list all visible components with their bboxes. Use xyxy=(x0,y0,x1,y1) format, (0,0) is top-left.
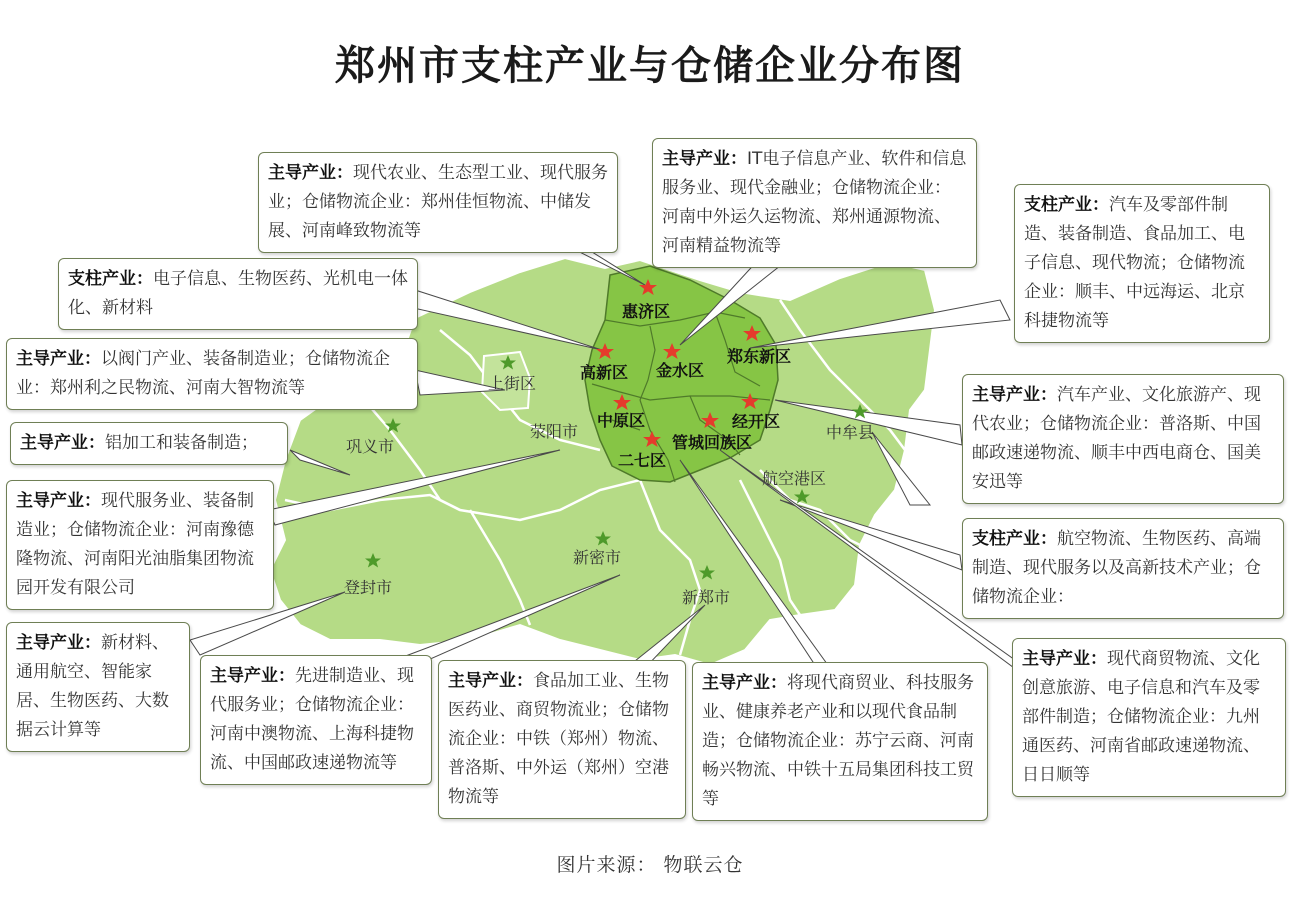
district-label: 巩义市 xyxy=(346,437,395,456)
callout-hangkong: 支柱产业：航空物流、生物医药、高端制造、现代服务以及高新技术产业；仓储物流企业： xyxy=(962,518,1284,619)
page-title: 郑州市支柱产业与仓储企业分布图 xyxy=(335,43,965,89)
callout-xingyang: 主导产业：现代服务业、装备制造业；仓储物流企业：河南豫德隆物流、河南阳光油脂集团物流园开发有限公司 xyxy=(6,480,274,610)
district-label: 经开区 xyxy=(732,412,781,431)
callout-dengfeng: 主导产业：新材料、通用航空、智能家居、生物医药、大数据云计算等 xyxy=(6,622,190,752)
callout-huiji: 主导产业：现代农业、生态型工业、现代服务业；仓储物流企业：郑州佳恒物流、中储发展、河南峰致物流等 xyxy=(258,152,618,253)
district-label: 新郑市 xyxy=(682,588,731,607)
callout-xinmi: 主导产业：食品加工业、生物医药业、商贸物流业；仓储物流企业：中铁（郑州）物流、普洛斯、中外运（郑州）空港物流等 xyxy=(438,660,686,819)
callout-jinshui: 主导产业：IT电子信息产业、软件和信息服务业、现代金融业；仓储物流企业：河南中外运久运物流、郑州通源物流、河南精益物流等 xyxy=(652,138,977,268)
callout-guancheng: 主导产业：现代商贸物流、文化创意旅游、电子信息和汽车及零部件制造；仓储物流企业：九州通医药、河南省邮政速递物流、日日顺等 xyxy=(1012,638,1286,797)
district-label: 高新区 xyxy=(580,363,629,382)
district-label: 中牟县 xyxy=(826,423,875,442)
image-source: 图片来源： 物联云仓 xyxy=(556,854,744,876)
district-label: 上街区 xyxy=(488,374,537,393)
district-label: 荥阳市 xyxy=(530,422,579,441)
callout-zhengdong: 支柱产业：汽车及零部件制造、装备制造、食品加工、电子信息、现代物流；仓储物流企业：顺丰、中远海运、北京科捷物流等 xyxy=(1014,184,1270,343)
callout-jingkai: 主导产业：汽车产业、文化旅游产、现代农业；仓储物流企业：普洛斯、中国邮政速递物流、顺丰中西电商仓、国美安迅等 xyxy=(962,374,1284,504)
district-label: 郑东新区 xyxy=(727,347,792,366)
district-label: 二七区 xyxy=(618,451,667,470)
callout-gongyi: 主导产业：铝加工和装备制造； xyxy=(10,422,288,465)
callout-shangjie: 主导产业：以阀门产业、装备制造业；仓储物流企业：郑州利之民物流、河南大智物流等 xyxy=(6,338,418,410)
callout-xinzheng: 主导产业：将现代商贸业、科技服务业、健康养老产业和以现代食品制造；仓储物流企业：苏宁云商、河南畅兴物流、中铁十五局集团科技工贸等 xyxy=(692,662,988,821)
district-label: 管城回族区 xyxy=(672,433,753,452)
district-label: 新密市 xyxy=(573,548,622,567)
district-label: 登封市 xyxy=(344,578,393,597)
callout-zhongyuan: 主导产业：先进制造业、现代服务业；仓储物流企业：河南中澳物流、上海科捷物流、中国邮政速递物流等 xyxy=(200,655,432,785)
callout-gaoxin: 支柱产业：电子信息、生物医药、光机电一体化、新材料 xyxy=(58,258,418,330)
district-label: 金水区 xyxy=(656,361,705,380)
district-label: 惠济区 xyxy=(622,302,671,321)
district-label: 航空港区 xyxy=(762,469,827,488)
district-label: 中原区 xyxy=(597,411,646,430)
